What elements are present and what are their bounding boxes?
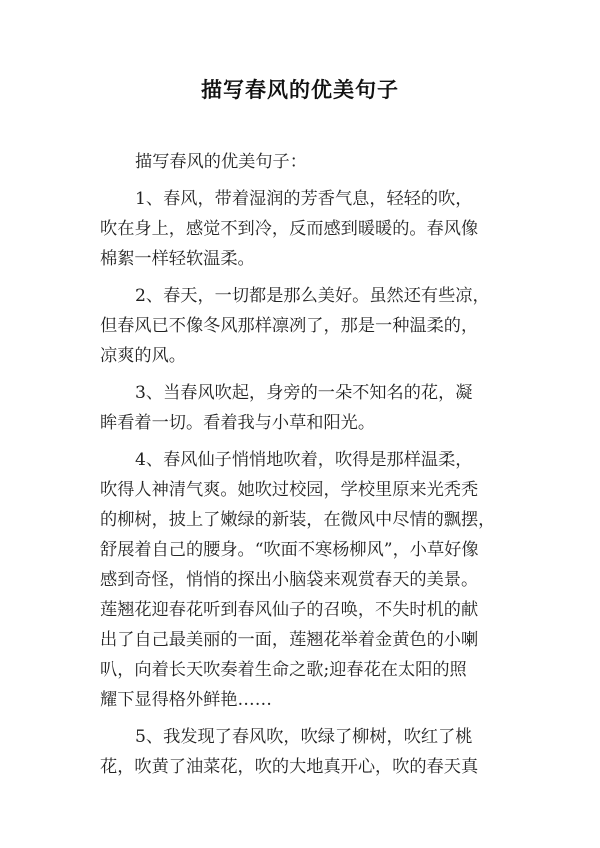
text-line: 4、春风仙子悄悄地吹着，吹得是那样温柔， bbox=[135, 450, 473, 470]
paragraph-3 bbox=[100, 378, 502, 438]
paragraph-4 bbox=[100, 445, 502, 715]
text-line: 花，吹黄了油菜花，吹的大地真开心，吹的春天真 bbox=[100, 757, 479, 777]
text-line: 但春风已不像冬风那样凛冽了，那是一种温柔的， bbox=[100, 316, 479, 336]
text-line: 感到奇怪，悄悄的探出小脑袋来观赏春天的美景。 bbox=[100, 570, 479, 590]
intro-line: 描写春风的优美句子： bbox=[135, 152, 307, 172]
paragraph-5 bbox=[100, 722, 502, 782]
paragraph-2 bbox=[100, 281, 502, 371]
text-line: 出了自己最美丽的一面，莲翘花举着金黄色的小喇 bbox=[100, 630, 479, 650]
text-line: 的柳树，披上了嫩绿的新装，在微风中尽情的飘摆， bbox=[100, 510, 496, 530]
paragraph-1 bbox=[100, 184, 502, 274]
text-line: 1、春风，带着湿润的芳香气息，轻轻的吹， bbox=[135, 189, 473, 209]
text-line: 5、我发现了春风吹，吹绿了柳树，吹红了桃 bbox=[135, 727, 473, 747]
text-line: 凉爽的风。 bbox=[100, 346, 186, 366]
text-line: 棉絮一样轻软温柔。 bbox=[100, 249, 255, 269]
page-title: 描写春风的优美句子 bbox=[201, 78, 399, 102]
text-line: 吹得人神清气爽。她吹过校园，学校里原来光秃秃 bbox=[100, 480, 479, 500]
text-line: 吹在身上，感觉不到冷，反而感到暖暖的。春风像 bbox=[100, 219, 479, 239]
text-line: 3、当春风吹起，身旁的一朵不知名的花，凝 bbox=[135, 383, 473, 403]
text-line: 2、春天，一切都是那么美好。虽然还有些凉， bbox=[135, 286, 490, 306]
text-line: 眸看着一切。看着我与小草和阳光。 bbox=[100, 413, 376, 433]
text-line: 舒展着自己的腰身。“吹面不寒杨柳风”，小草好像 bbox=[100, 540, 479, 560]
text-line: 耀下显得格外鲜艳…… bbox=[100, 690, 272, 710]
document-body bbox=[100, 147, 502, 782]
text-line: 莲翘花迎春花听到春风仙子的召唤，不失时机的献 bbox=[100, 600, 479, 620]
text-line: 叭，向着长天吹奏着生命之歌;迎春花在太阳的照 bbox=[100, 660, 467, 680]
